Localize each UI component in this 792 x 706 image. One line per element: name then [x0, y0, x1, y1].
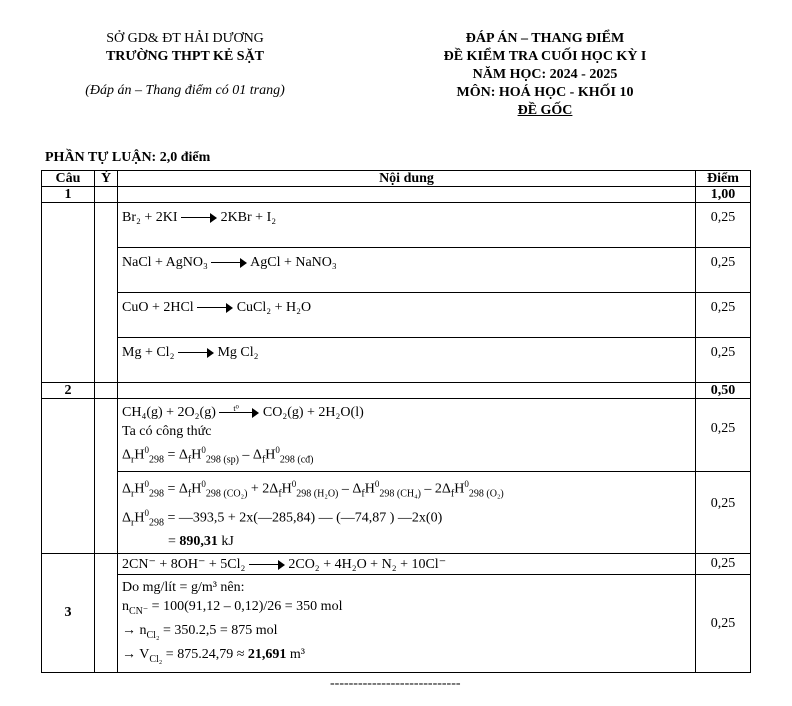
formula: $\Delta_rH^0_{298} = \Delta_fH^0_{298 (sp)} - \Delta_fH^0_{298 (cđ)}$ [122, 445, 314, 466]
original-label: ĐỀ GỐC [517, 103, 573, 118]
table-row [42, 293, 751, 338]
reaction-arrow-icon: t⁰ [219, 408, 259, 418]
equation-cell: Mg + Cl₂ Mg Cl₂ [118, 338, 696, 383]
header-left [60, 30, 310, 100]
table-header-row [42, 171, 751, 187]
header-noi-dung: Nội dung [118, 171, 696, 187]
table-row [42, 338, 751, 383]
reaction-arrow-icon [181, 213, 217, 223]
content-cell: Do mg/lít = g/m³ nên: $n_{CN^-} = 100(91,12 - 0,12)/26 = 350$ mol → $n_{Cl_2} = 350.2,5 = 875$ mol → $V_{Cl_2} = 875.24,79 \approx 21,691$ m³ [118, 575, 696, 672]
section-title: PHẦN TỰ LUẬN: 2,0 điểm [45, 150, 211, 165]
exam-title: ĐỀ KIỂM TRA CUỐI HỌC KỲ I [443, 49, 647, 64]
content-cell [118, 472, 696, 554]
equation-cell: 2CN⁻ + 8OH⁻ + 5Cl₂ 2CO₂ + 4H₂O + N₂ + 10Cl⁻ [118, 554, 696, 575]
calculation: $\Delta_rH^0_{298}$ = —393,5 + 2x(—285,84) — (—74,87 ) —2x(0) [122, 507, 443, 529]
header-diem: Điểm [696, 171, 751, 187]
question-total: 1,00 [696, 187, 751, 203]
score-cell: 0,25 [696, 399, 751, 472]
table-row [42, 383, 751, 399]
content-cell: CH₄(g) + 2O₂(g) t⁰ CO₂(g) + 2H₂O(l) Ta có công thức $\Delta_rH^0_{298} = \Delta_fH^0_{298 (sp)} - \Delta_fH^0_{298 (cđ)}$ [118, 399, 696, 472]
formula-intro: Ta có công thức [122, 424, 212, 439]
question-number: 3 [42, 554, 95, 672]
dept-name: SỞ GD& ĐT HẢI DƯƠNG [106, 31, 264, 46]
page-note: (Đáp án – Thang điểm có 01 trang) [85, 83, 285, 98]
doc-title: ĐÁP ÁN – THANG ĐIỂM [465, 31, 625, 46]
equation-cell: Br₂ + 2KI 2KBr + I₂ [118, 203, 696, 248]
reaction-arrow-icon [211, 258, 247, 268]
header-y: Ý [95, 171, 118, 187]
score-cell: 0,25 [696, 554, 751, 575]
table-row [42, 187, 751, 203]
school-year: NĂM HỌC: 2024 - 2025 [472, 67, 618, 82]
question-number: 2 [42, 383, 95, 399]
reaction-arrow-icon [178, 348, 214, 358]
score-cell: 0,25 [696, 293, 751, 338]
equation-cell: NaCl + AgNO₃ AgCl + NaNO₃ [118, 248, 696, 293]
reaction-arrow-icon [249, 560, 285, 570]
reaction-arrow-icon [197, 303, 233, 313]
question-number: 1 [42, 187, 95, 203]
table-row [42, 248, 751, 293]
table-row [42, 203, 751, 248]
score-cell: 0,25 [696, 248, 751, 293]
header-right [410, 30, 680, 120]
table-row [42, 575, 751, 672]
subject: MÔN: HOÁ HỌC - KHỐI 10 [456, 85, 634, 100]
header-cau: Câu [42, 171, 95, 187]
score-cell: 0,25 [696, 338, 751, 383]
score-cell: 0,25 [696, 203, 751, 248]
table-row [42, 399, 751, 472]
score-cell: 0,25 [696, 472, 751, 554]
table-row [42, 554, 751, 575]
question-total: 0,50 [696, 383, 751, 399]
equation-cell: CuO + 2HCl CuCl₂ + H₂O [118, 293, 696, 338]
score-cell: 0,25 [696, 575, 751, 672]
school-name: TRƯỜNG THPT KẺ SẶT [105, 49, 265, 64]
footer-separator: ---------------------------- [330, 676, 461, 691]
formula-expanded: $\Delta_rH^0_{298} = \Delta_fH^0_{298 (CO_2)} + 2\Delta_fH^0_{298 (H_2O)} - \Delta_fH^0_{298 (CH_4)} - 2\Delta_fH^0_{298 (O_2)}$ [122, 479, 504, 500]
table-row [42, 472, 751, 554]
result: = 890,31 kJ [168, 534, 234, 550]
answer-table [41, 170, 751, 673]
